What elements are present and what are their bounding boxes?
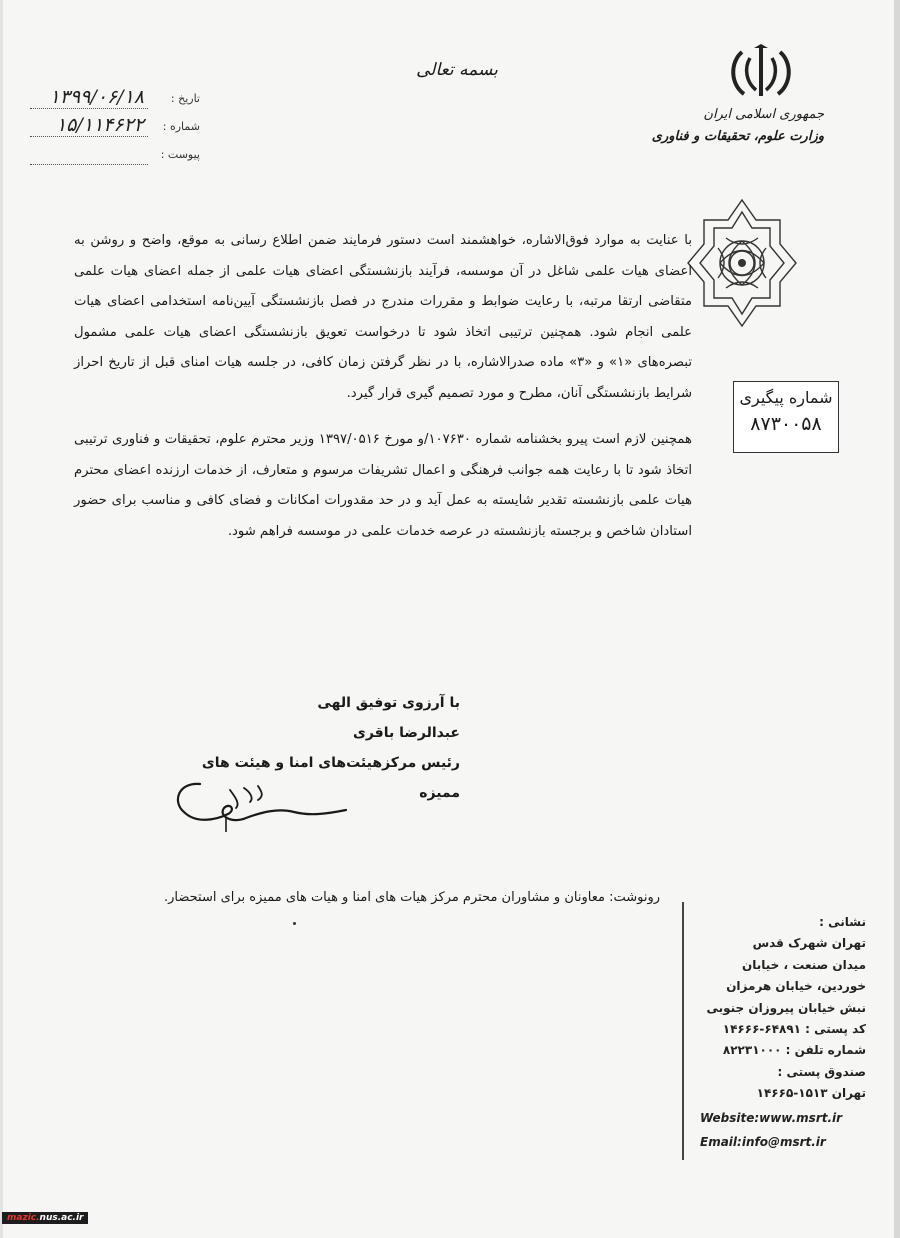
number-value: ۱۵/۱۱۴۶۲۲: [55, 114, 144, 136]
letterhead-country: جمهوری اسلامی ایران: [703, 107, 824, 122]
letter-body: [74, 226, 692, 547]
closing-greeting: با آرزوی توفیق الهی: [317, 695, 460, 711]
body-paragraph-2: همچنین لازم است پیرو بخشنامه شماره ۱۰۷۶۳۰/و مورخ ۱۳۹۷/۰۵۱۶ وزیر محترم علوم، تحقیقات و فناوری ترتیبی اتخاذ شود تا با رعایت همه جوانب فرهنگی و اعمال تشریفات مرسوم و متعارف، از خدمات ارزنده اعضای محترم هیات علمی بازنشسته تقدیر شایسته به عمل آید و در حد مقدورات امکانات و فضای کافی و مناسب برای حضور استادان شاخص و برجسته بازنشسته در عرصه خدمات علمی در موسسه فراهم شود.: [74, 432, 692, 539]
address-line-1: تهران شهرک قدس: [752, 936, 866, 951]
postal-code: کد پستی : ۶۴۸۹۱-۱۴۶۶۶: [722, 1022, 866, 1037]
date-label: تاریخ :: [170, 92, 200, 105]
attachment-row: [30, 144, 200, 172]
body-paragraph-1: با عنایت به موارد فوق‌الاشاره، خواهشمند است دستور فرمایند ضمن اطلاع رسانی به موقع، واضح و روشن به اعضای هیات علمی شاغل در آن موسسه، فرآیند بازنشستگی اعضای هیات علمی از جمله اعضای هیات علمی متقاضی ارتقا مرتبه، با رعایت ضوابط و مقررات مندرج در فصل بازنشستگی آیین‌نامه استخدامی اعضای هیات علمی انجام شود. همچنین ترتیبی اتخاذ شود تا درخواست تعویق بازنشستگی اعضای هیات علمی مشمول تبصره‌های «۱» و «۳» ماده صدرالاشاره، با در نظر گرفتن زمان کافی، در جلسه هیات امنای قبل از تاریخ احراز شرایط بازنشستگی آنان، مطرح و مورد تصمیم گیری قرار گیرد.: [74, 233, 693, 401]
iran-emblem-icon: [728, 44, 794, 102]
watermark-suffix: nus.ac.ir: [39, 1213, 84, 1223]
email-text: Email:info@msrt.ir: [700, 1135, 826, 1150]
watermark-prefix: mazic.: [7, 1213, 40, 1223]
website-text: Website:www.msrt.ir: [700, 1110, 843, 1125]
source-watermark: [2, 1212, 88, 1224]
number-label: شماره :: [162, 120, 200, 133]
phone-number: شماره تلفن : ۸۲۲۳۱۰۰۰: [722, 1043, 866, 1058]
handwritten-signature: [170, 778, 360, 838]
address-line-4: نبش خیابان پیروزان جنوبی: [706, 1000, 866, 1015]
cc-note: رونوشت: معاونان و مشاوران محترم مرکز هیات های امنا و هیات های ممیزه برای استحضار.: [164, 890, 660, 905]
address-line-3: خوردین، خیابان هرمزان: [726, 979, 866, 994]
tracking-label: شماره پیگیری: [739, 388, 833, 407]
page-edge-left: [0, 0, 3, 1238]
address-line-2: میدان صنعت ، خیابان: [742, 957, 866, 972]
letterhead-ministry: وزارت علوم، تحقیقات و فناوری: [651, 129, 824, 144]
address-heading: نشانی :: [819, 915, 866, 929]
address-divider: [682, 902, 684, 1160]
stray-dot: [293, 922, 296, 925]
po-box-label: صندوق پستی :: [777, 1064, 866, 1079]
address-block: [700, 912, 866, 1153]
number-underline: [30, 136, 148, 137]
tracking-value: ۸۷۳۰۰۵۸: [750, 413, 822, 435]
tracking-number-box: [733, 381, 839, 453]
date-underline: [30, 108, 148, 109]
attachment-label: پیوست :: [160, 148, 200, 161]
number-row: [30, 116, 200, 144]
page-edge-right: [894, 0, 900, 1238]
decorative-ornament-icon: [686, 198, 798, 328]
letter-meta: [30, 88, 200, 172]
date-row: [30, 88, 200, 116]
signatory-name: عبدالرضا باقری: [352, 725, 460, 741]
bismillah-heading: بسمه تعالی: [416, 60, 498, 80]
ministry-letterhead: [652, 104, 824, 148]
po-box-value: تهران ۱۵۱۳-۱۴۶۶۵: [756, 1086, 866, 1101]
attachment-underline: [30, 164, 148, 165]
signatory-title: رئیس مرکزهیئت‌های امنا و هیئت های ممیزه: [201, 755, 460, 801]
date-value: ۱۳۹۹/۰۶/۱۸: [49, 86, 144, 108]
